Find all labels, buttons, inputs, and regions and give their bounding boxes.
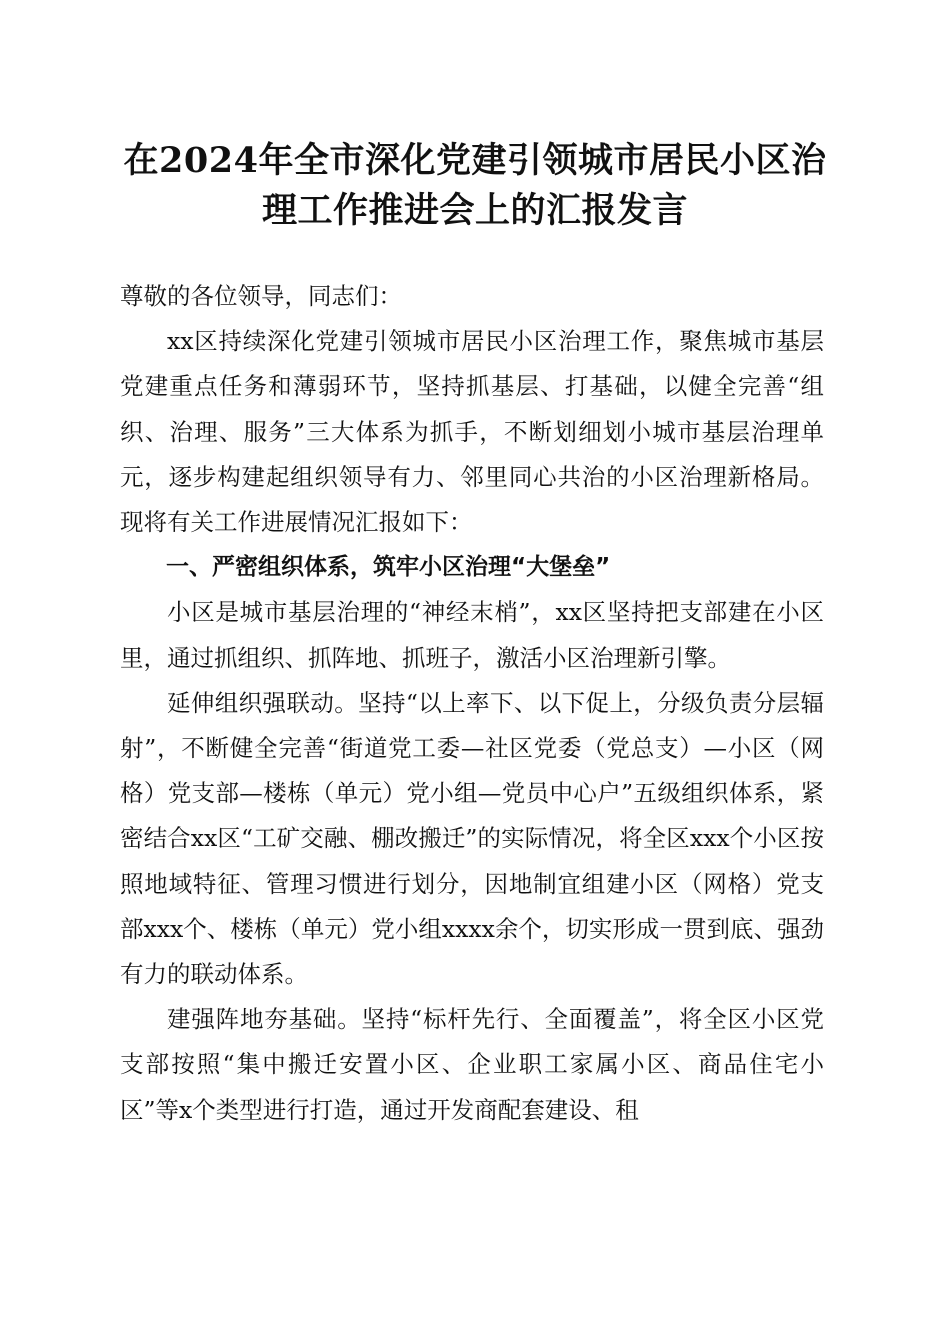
title-line-1: 在2024年全市深化党建引领城市居民小区治 <box>123 140 827 181</box>
title-line-2: 理工作推进会上的汇报发言 <box>261 190 688 231</box>
section-paragraph-1: 小区是城市基层治理的“神经末梢”，xx区坚持把支部建在小区里，通过抓组织、抓阵地、抓班子，激活小区治理新引擎。 <box>120 598 824 672</box>
intro-paragraph: xx区持续深化党建引领城市居民小区治理工作，聚焦城市基层党建重点任务和薄弱环节，坚持抓基层、打基础，以健全完善“组织、治理、服务”三大体系为抓手，不断划细划小城市基层治理单元，逐步构建起组织领导有力、邻里同心共治的小区治理新格局。现将有关工作进展情况汇报如下： <box>120 327 824 537</box>
section-paragraph-2: 延伸组织强联动。坚持“以上率下、以下促上，分级负责分层辐射”，不断健全完善“街道党工委—社区党委（党总支）—小区（网格）党支部—楼栋（单元）党小组—党员中心户”五级组织体系，紧密结合xx区“工矿交融、棚改搬迁”的实际情况，将全区xxx个小区按照地域特征、管理习惯进行划分，因地制宜组建小区（网格）党支部xxx个、楼栋（单元）党小组xxxx余个，切实形成一贯到底、强劲有力的联动体系。 <box>120 688 824 989</box>
section-paragraph-3: 建强阵地夯基础。坚持“标杆先行、全面覆盖”，将全区小区党支部按照“集中搬迁安置小区、企业职工家属小区、商品住宅小区”等x个类型进行打造，通过开发商配套建设、租 <box>120 1005 824 1124</box>
document-body <box>120 274 824 1133</box>
section-heading-1: 一、严密组织体系，筑牢小区治理“大堡垒” <box>166 554 611 581</box>
salutation: 尊敬的各位领导，同志们： <box>120 282 402 310</box>
document-title <box>100 136 850 236</box>
